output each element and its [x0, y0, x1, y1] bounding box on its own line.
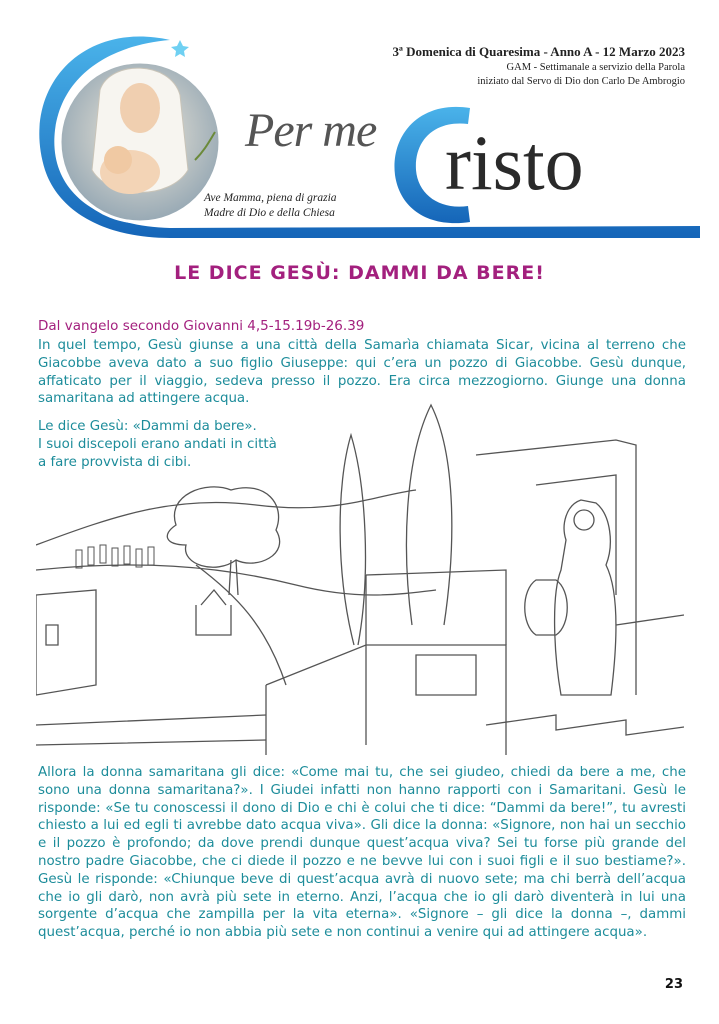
intro-paragraph: In quel tempo, Gesù giunse a una città della Samarìa chiamata Sicar, vicina al terreno che Giacobbe aveva dato a suo figlio Giuseppe: qui c’era un pozzo di Giacobbe. Gesù dunque, affaticato per il viaggio, sedeva presso il pozzo. Era circa mezzogiorno. Giunge una donna samaritana ad attingere acqua.	[38, 338, 686, 407]
subtitle-line: GAM - Settimanale a servizio della Parola	[506, 62, 685, 73]
caption-line: Madre di Dio e della Chiesa	[204, 207, 335, 219]
round-tree	[167, 487, 279, 567]
short-line: a fare provvista di cibi.	[38, 454, 192, 470]
logo-per-me: Per me	[245, 104, 377, 157]
illustration-samaritan-woman	[36, 395, 684, 755]
samaritan-woman	[555, 500, 616, 695]
logo-caption	[204, 191, 337, 221]
tree-trunk	[229, 560, 238, 595]
body-paragraph: Allora la donna samaritana gli dice: «Come mai tu, che sei giudeo, chiedi da bere a me, che sono una donna samaritana?». I Giudei infatti non hanno rapporti con i Samaritani. Gesù le risponde: «Se tu conoscessi il dono di Dio e chi è colui che ti dice: “Dammi da bere!”, tu avresti chiesto a lui ed egli ti avrebbe dato acqua viva». Gli dice la donna: «Signore, non hai un secchio e il pozzo è profondo; da dove prendi dunque quest’acqua viva? Sei tu forse più grande del nostro padre Giacobbe, che ci diede il pozzo e ne bevve lui con i suoi figli e il suo bestiame?». Gesù le risponde: «Chiunque beve di quest’acqua avrà di nuovo sete; ma chi berrà dell’acqua che io gli darò, non avrà più sete in eterno. Anzi, l’acqua che io gli darò diventerà in lui una sorgente d’acqua che zampilla per la vita eterna». «Signore – gli dice la donna –, dammi quest’acqua, perché io non abbia più sete e non continui a venire qui ad attingere acqua».	[38, 765, 686, 941]
building-right	[476, 440, 684, 695]
star-icon	[171, 40, 189, 57]
issue-line: 3ª Domenica di Quaresima - Anno A - 12 Marzo 2023	[392, 44, 685, 59]
cypress-tree	[340, 435, 365, 645]
building-left	[36, 590, 96, 695]
short-line: Le dice Gesù: «Dammi da bere».	[38, 419, 257, 434]
woman-head	[574, 510, 594, 530]
article-title: LE DICE GESÙ: DAMMI DA BERE!	[174, 262, 545, 284]
hill-line	[36, 490, 416, 545]
short-line: I suoi discepoli erano andati in città	[38, 436, 277, 452]
child-head	[104, 146, 132, 174]
stairs	[486, 715, 684, 735]
foreground-wall	[266, 645, 506, 755]
publication-subtitle	[477, 61, 685, 89]
road	[196, 565, 286, 685]
distant-well	[196, 590, 231, 635]
ground-line	[36, 715, 266, 745]
subtitle-line: iniziato dal Servo di Dio don Carlo De Ambrogio	[477, 76, 685, 87]
logo-cristo: risto	[445, 119, 584, 206]
gospel-reference: Dal vangelo secondo Giovanni 4,5-15.19b-26.39	[38, 318, 365, 334]
page-number: 23	[664, 977, 683, 992]
water-jar	[525, 580, 568, 635]
madonna-face	[120, 83, 160, 133]
caption-line: Ave Mamma, piena di grazia	[204, 192, 337, 204]
well-structure	[366, 570, 506, 695]
